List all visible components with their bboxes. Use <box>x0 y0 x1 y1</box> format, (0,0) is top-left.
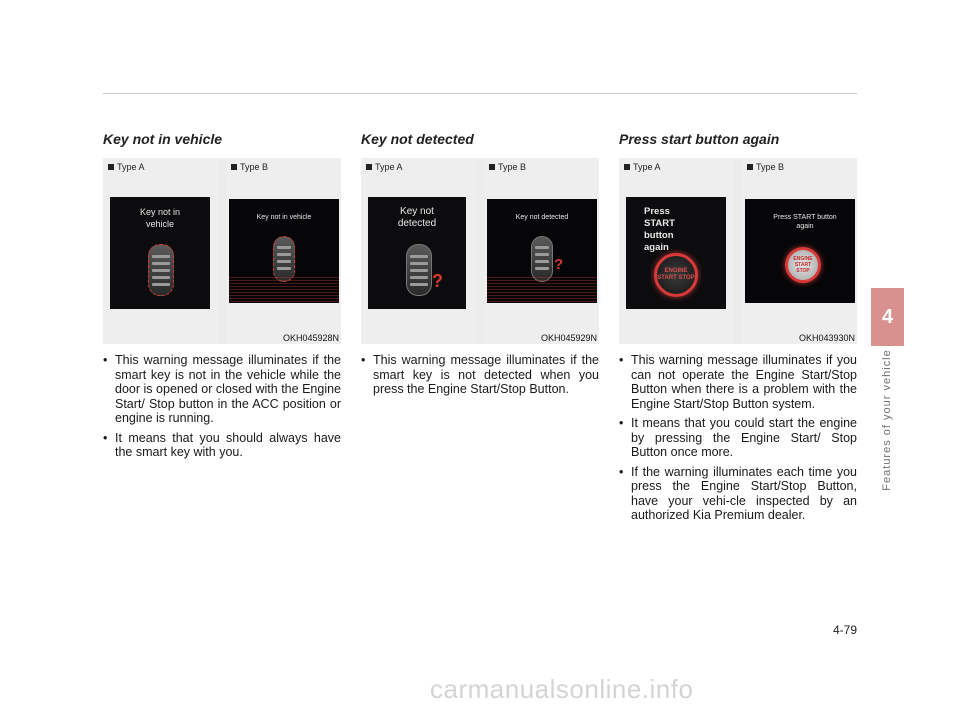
display-message: Key not detected <box>397 206 437 229</box>
type-b-label: Type B <box>747 162 784 172</box>
page-number: 4-79 <box>832 623 857 637</box>
bullet-item: • It means that you could start the engine by pressing the Engine Start/ Stop Button once more. <box>619 416 857 460</box>
bullet-item: • If the warning illuminates each time you press the Engine Start/Stop Button, have your vehi-cle inspected by an authorized Kia Premium dealer. <box>619 465 857 523</box>
bullet-list <box>619 353 857 523</box>
warning-figure <box>361 158 599 344</box>
type-a-panel <box>103 158 218 344</box>
display-message: Key not in vehicle <box>256 214 312 221</box>
engine-start-stop-icon: ENGINE START STOP <box>654 253 698 297</box>
display-message: Key not in vehicle <box>139 207 181 229</box>
section-heading: Key not in vehicle <box>103 131 223 147</box>
smart-key-icon <box>406 244 432 296</box>
display-message: Press START button again <box>644 206 675 253</box>
display-glow <box>229 277 339 303</box>
bullet-list <box>103 353 341 460</box>
figure-code: OKH043930N <box>798 333 855 343</box>
smart-key-icon <box>531 236 553 282</box>
cluster-display-b <box>229 199 339 303</box>
cluster-display-b <box>745 199 855 303</box>
type-a-panel <box>361 158 476 344</box>
warning-figure <box>619 158 857 344</box>
bullet-item: • This warning message illuminates if the smart key is not in the vehicle while the door is opened or closed with the Engine Start/ Stop button in the ACC position or engine is running. <box>103 353 341 426</box>
cluster-display-a <box>368 197 466 309</box>
type-a-panel <box>619 158 734 344</box>
type-a-label: Type A <box>108 162 145 172</box>
type-a-label: Type A <box>366 162 403 172</box>
question-mark-icon: ? <box>554 256 564 273</box>
bullet-item: • It means that you should always have the smart key with you. <box>103 431 341 460</box>
display-message: Key not detected <box>515 214 569 221</box>
figure-code: OKH045929N <box>540 333 597 343</box>
section-heading: Press start button again <box>619 131 780 147</box>
footer-watermark: carmanualsonline.info <box>430 674 694 704</box>
figure-code: OKH045928N <box>282 333 339 343</box>
type-a-label: Type A <box>624 162 661 172</box>
engine-start-stop-icon: ENGINE START STOP <box>785 247 821 283</box>
type-b-label: Type B <box>489 162 526 172</box>
bullet-list <box>361 353 599 397</box>
bullet-item: • This warning message illuminates if you can not operate the Engine Start/Stop Button when there is a problem with the Engine Start/Stop Button system. <box>619 353 857 411</box>
display-message: Press START button again <box>773 214 837 230</box>
question-mark-icon: ? <box>432 271 443 291</box>
chapter-title: Features of your vehicle <box>881 349 893 491</box>
section-press-start-button-again <box>619 128 857 528</box>
section-key-not-detected <box>361 128 599 402</box>
cluster-display-b <box>487 199 597 303</box>
section-heading: Key not detected <box>361 131 474 147</box>
smart-key-icon <box>148 244 174 296</box>
smart-key-icon <box>273 236 295 282</box>
chapter-tab: 4 <box>871 288 904 346</box>
warning-figure <box>103 158 341 344</box>
display-glow <box>487 277 597 303</box>
type-b-panel <box>742 158 857 344</box>
section-key-not-in-vehicle <box>103 128 341 465</box>
cluster-display-a <box>626 197 726 309</box>
top-rule <box>103 93 857 94</box>
bullet-item: • This warning message illuminates if the smart key is not detected when you press the Engine Start/Stop Button. <box>361 353 599 397</box>
cluster-display-a <box>110 197 210 309</box>
type-b-label: Type B <box>231 162 268 172</box>
type-b-panel <box>484 158 599 344</box>
type-b-panel <box>226 158 341 344</box>
